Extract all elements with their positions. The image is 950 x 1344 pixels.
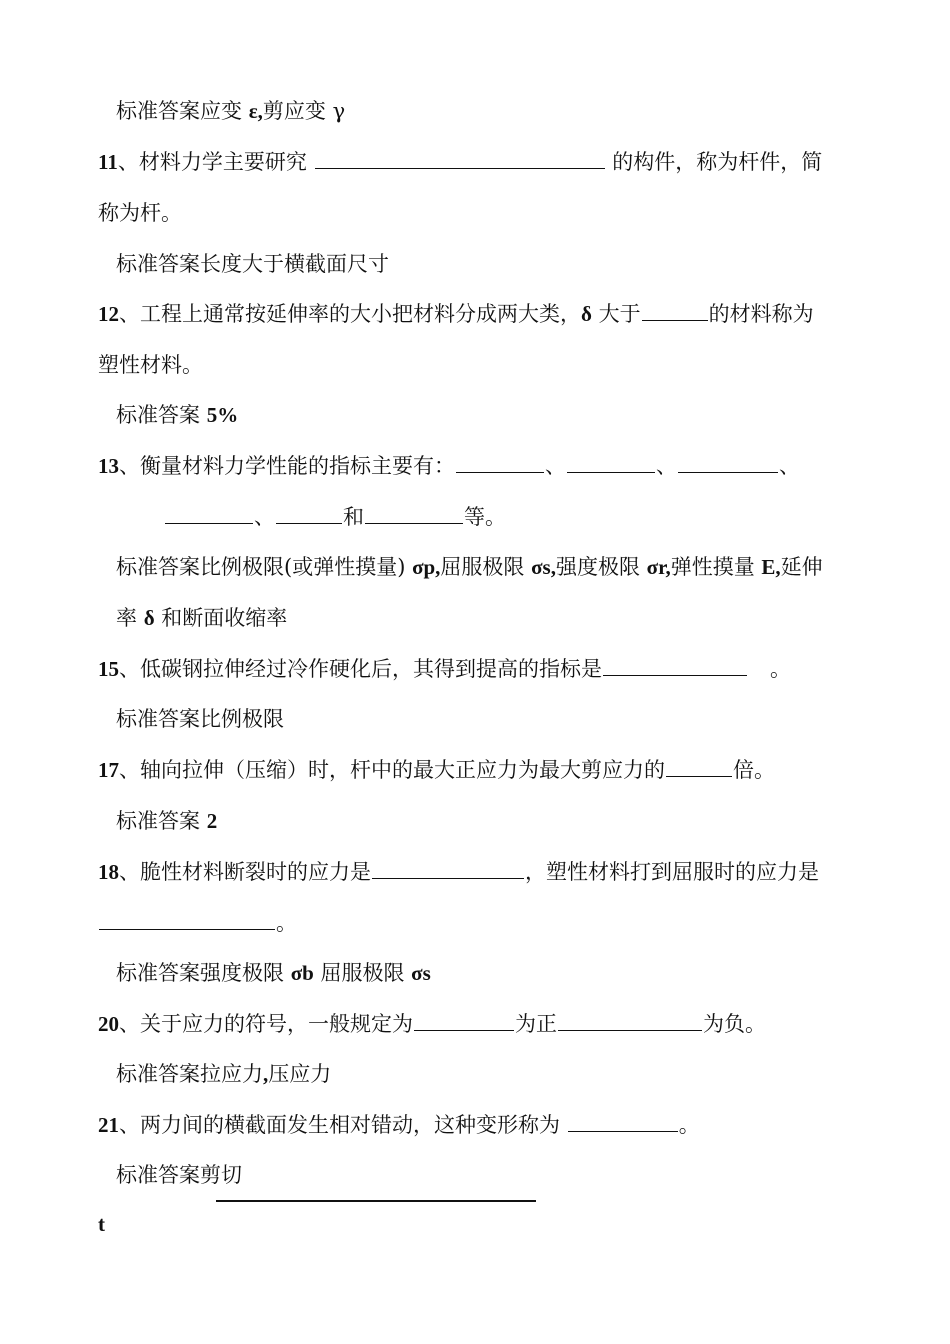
question-15: 15、低碳钢拉伸经过冷作硬化后，其得到提高的指标是 。	[98, 657, 791, 681]
blank[interactable]	[276, 505, 342, 524]
question-13-cont: 、 和 等。	[164, 502, 506, 532]
answer-13-cont: 率 δ 和断面收缩率	[116, 606, 288, 630]
blank[interactable]	[603, 657, 747, 676]
question-21: 21、两力间的横截面发生相对错动，这种变形称为 。	[98, 1113, 700, 1137]
blank[interactable]	[678, 454, 778, 473]
question-17: 17、轴向拉伸（压缩）时，杆中的最大正应力为最大剪应力的 倍。	[98, 758, 775, 782]
blank[interactable]	[456, 454, 544, 473]
blank[interactable]	[642, 302, 708, 321]
answer-15: 标准答案比例极限	[116, 707, 284, 731]
question-18-cont: 。	[98, 908, 297, 938]
blank[interactable]	[558, 1012, 702, 1031]
answer-20: 标准答案拉应力,压应力	[116, 1062, 332, 1086]
answer-13: 标准答案比例极限(或弹性摸量) σp,屈服极限 σs,强度极限 σr,弹性摸量 E,延伸	[116, 555, 823, 579]
blank[interactable]	[568, 1113, 678, 1132]
answer-21: 标准答案剪切	[116, 1163, 242, 1187]
question-11: 11、材料力学主要研究 的构件，称为杆件，简	[98, 150, 823, 174]
blank[interactable]	[567, 454, 655, 473]
question-18: 18、脆性材料断裂时的应力是 ，塑性材料打到屈服时的应力是	[98, 860, 819, 884]
footer-letter: t	[98, 1212, 105, 1236]
blank[interactable]	[315, 150, 605, 169]
question-12: 12、工程上通常按延伸率的大小把材料分成两大类，δ 大于 的材料称为	[98, 302, 814, 326]
question-13: 13、衡量材料力学性能的指标主要有： 、 、 、	[98, 454, 800, 478]
blank[interactable]	[414, 1012, 514, 1031]
question-20: 20、关于应力的符号，一般规定为 为正 为负。	[98, 1012, 766, 1036]
answer-17: 标准答案 2	[116, 809, 218, 833]
question-11-cont: 称为杆。	[98, 201, 182, 225]
blank[interactable]	[165, 505, 253, 524]
blank[interactable]	[99, 911, 275, 930]
answer-12: 标准答案 5%	[116, 403, 239, 427]
blank[interactable]	[666, 758, 732, 777]
blank[interactable]	[365, 505, 463, 524]
blank[interactable]	[372, 860, 524, 879]
horizontal-rule	[216, 1200, 536, 1202]
answer-10: 标准答案应变 ε,剪应变 γ	[116, 99, 346, 123]
question-12-cont: 塑性材料。	[98, 353, 203, 377]
answer-11: 标准答案长度大于横截面尺寸	[116, 252, 389, 276]
answer-18: 标准答案强度极限 σb 屈服极限 σs	[116, 961, 431, 985]
